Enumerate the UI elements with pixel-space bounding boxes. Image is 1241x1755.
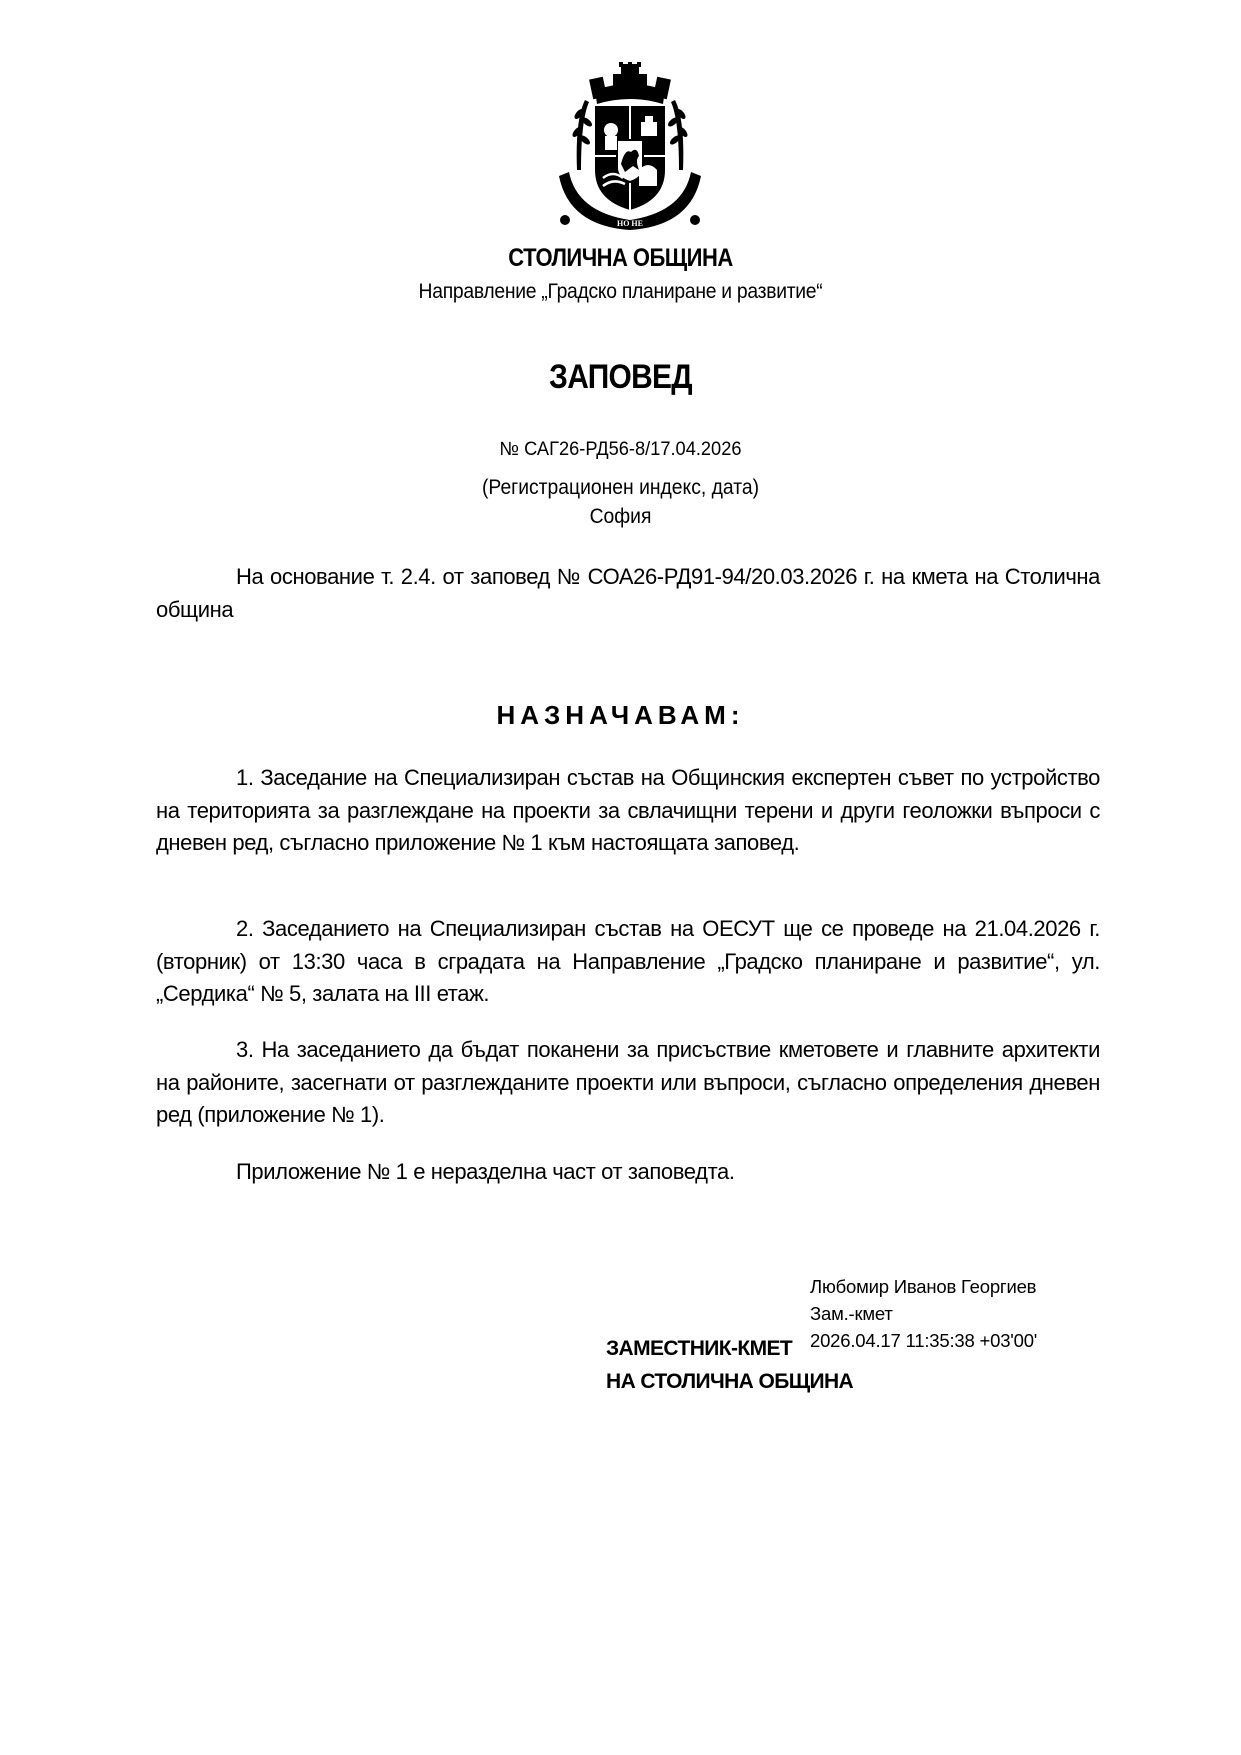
annex-note: Приложение № 1 е неразделна част от заповедта. [236,1159,735,1184]
decree-item-2: 2. Заседанието на Специализиран състав на ОЕСУТ ще се проведе на 21.04.2026 г. (вторник) от 13:30 часа в сградата на Направление „Градско планиране и развитие“, ул. „Сердика“ № 5, залата на III етаж. [156,916,1100,1006]
signatory-title-line-1: ЗАМЕСТНИК-КМЕТ [606,1337,793,1360]
department-name: Направление „Градско планиране и развитие“ [418,280,823,303]
legal-basis-paragraph: На основание т. 2.4. от заповед № СОА26-РД91-94/20.03.2026 г. на кмета на Столична община [156,564,1100,622]
signature-timestamp: 2026.04.17 11:35:38 +03'00' [810,1330,1038,1351]
document-city: София [589,505,652,528]
document-title: ЗАПОВЕД [549,358,692,396]
signer-name: Любомир Иванов Георгиев [810,1276,1037,1297]
registration-caption: (Регистрационен индекс, дата) [481,476,760,499]
signer-role: Зам.-кмет [810,1303,893,1324]
svg-text:НО НЕ: НО НЕ [616,219,644,228]
organization-name: СТОЛИЧНА ОБЩИНА [508,244,733,272]
signatory-title [606,1332,853,1398]
crown-towers [589,62,671,104]
coat-of-arms-icon [555,60,705,232]
shield [595,106,665,210]
decree-item-3: 3. На заседанието да бъдат поканени за присъствие кметовете и главните архитекти на районите, засегнати от разглежданите проекти или въпроси, съгласно определения дневен ред (приложение № 1). [156,1037,1100,1127]
document-number: № САГ26-РД56-8/17.04.2026 [499,439,742,460]
signatory-title-line-2: НА СТОЛИЧНА ОБЩИНА [606,1370,854,1393]
decree-item-1: 1. Заседание на Специализиран състав на Общинския експертен съвет по устройство на територията за разглеждане на проекти за свлачищни терени и други геоложки въпроси с дневен ред, съгласно приложение № 1 към настоящата заповед. [156,765,1100,855]
decree-heading: НАЗНАЧАВАМ: [496,700,745,730]
